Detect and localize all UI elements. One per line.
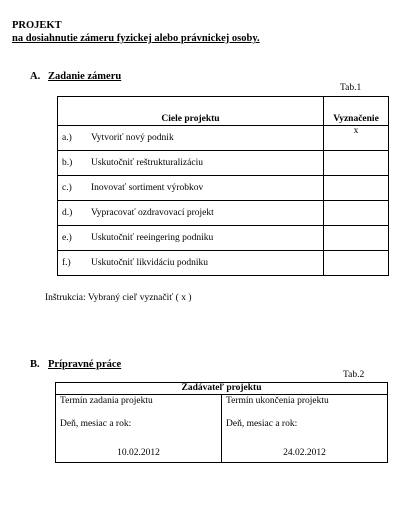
table-row — [58, 151, 389, 176]
preparation-table — [55, 382, 388, 463]
table-row — [58, 176, 389, 201]
preparation-table-header — [56, 383, 388, 395]
row-label: e.) — [58, 226, 88, 251]
row-mark[interactable] — [324, 151, 389, 176]
row-label: f.) — [58, 251, 88, 276]
end-date-heading: Termín ukončenia projektu — [226, 396, 329, 406]
row-goal: Uskutočniť likvidáciu podniku — [87, 251, 324, 276]
table-row — [58, 201, 389, 226]
start-date-cell — [56, 395, 222, 463]
goals-column-header: Ciele projektu — [58, 97, 324, 126]
mark-column-header: Vyznačenie — [324, 97, 389, 126]
row-goal: Inovovať sortiment výrobkov — [87, 176, 324, 201]
row-goal: Uskutočniť reštrukturalizáciu — [87, 151, 324, 176]
row-mark[interactable] — [324, 226, 389, 251]
section-b-title: Prípravné práce — [48, 359, 122, 370]
end-date-label: Deň, mesiac a rok: — [226, 419, 298, 429]
document-title: PROJEKT — [12, 20, 62, 31]
goals-table — [57, 96, 389, 276]
row-label: c.) — [58, 176, 88, 201]
row-label: d.) — [58, 201, 88, 226]
section-b-heading — [30, 359, 121, 371]
section-a-letter: A. — [30, 71, 41, 82]
row-mark[interactable]: x — [324, 126, 389, 151]
instruction-text: Inštrukcia: Vybraný cieľ vyznačiť ( x ) — [45, 293, 192, 303]
row-goal: Vypracovať ozdravovací projekt — [87, 201, 324, 226]
table-row — [58, 226, 389, 251]
start-date-heading: Termín zadania projektu — [60, 396, 153, 406]
tab1-label: Tab.1 — [340, 83, 362, 93]
end-date-value[interactable]: 24.02.2012 — [283, 448, 326, 458]
row-goal: Vytvoriť nový podnik — [87, 126, 324, 151]
start-date-label: Deň, mesiac a rok: — [60, 419, 132, 429]
goals-table-header — [58, 97, 389, 126]
row-label: b.) — [58, 151, 88, 176]
row-mark[interactable] — [324, 176, 389, 201]
submitter-header: Zadávateľ projektu — [56, 383, 388, 395]
row-mark[interactable] — [324, 251, 389, 276]
row-goal: Uskutočniť reeingering podniku — [87, 226, 324, 251]
tab2-label: Tab.2 — [343, 370, 365, 380]
section-a-title: Zadanie zámeru — [48, 71, 122, 82]
end-date-cell — [222, 395, 388, 463]
section-a-heading — [30, 71, 121, 83]
row-label: a.) — [58, 126, 88, 151]
document-subtitle: na dosiahnutie zámeru fyzickej alebo právnickej osoby. — [12, 33, 260, 44]
table-row — [58, 126, 389, 151]
table-row — [56, 395, 388, 463]
section-b-letter: B. — [30, 359, 40, 370]
start-date-value[interactable]: 10.02.2012 — [117, 448, 160, 458]
table-row — [58, 251, 389, 276]
row-mark[interactable] — [324, 201, 389, 226]
